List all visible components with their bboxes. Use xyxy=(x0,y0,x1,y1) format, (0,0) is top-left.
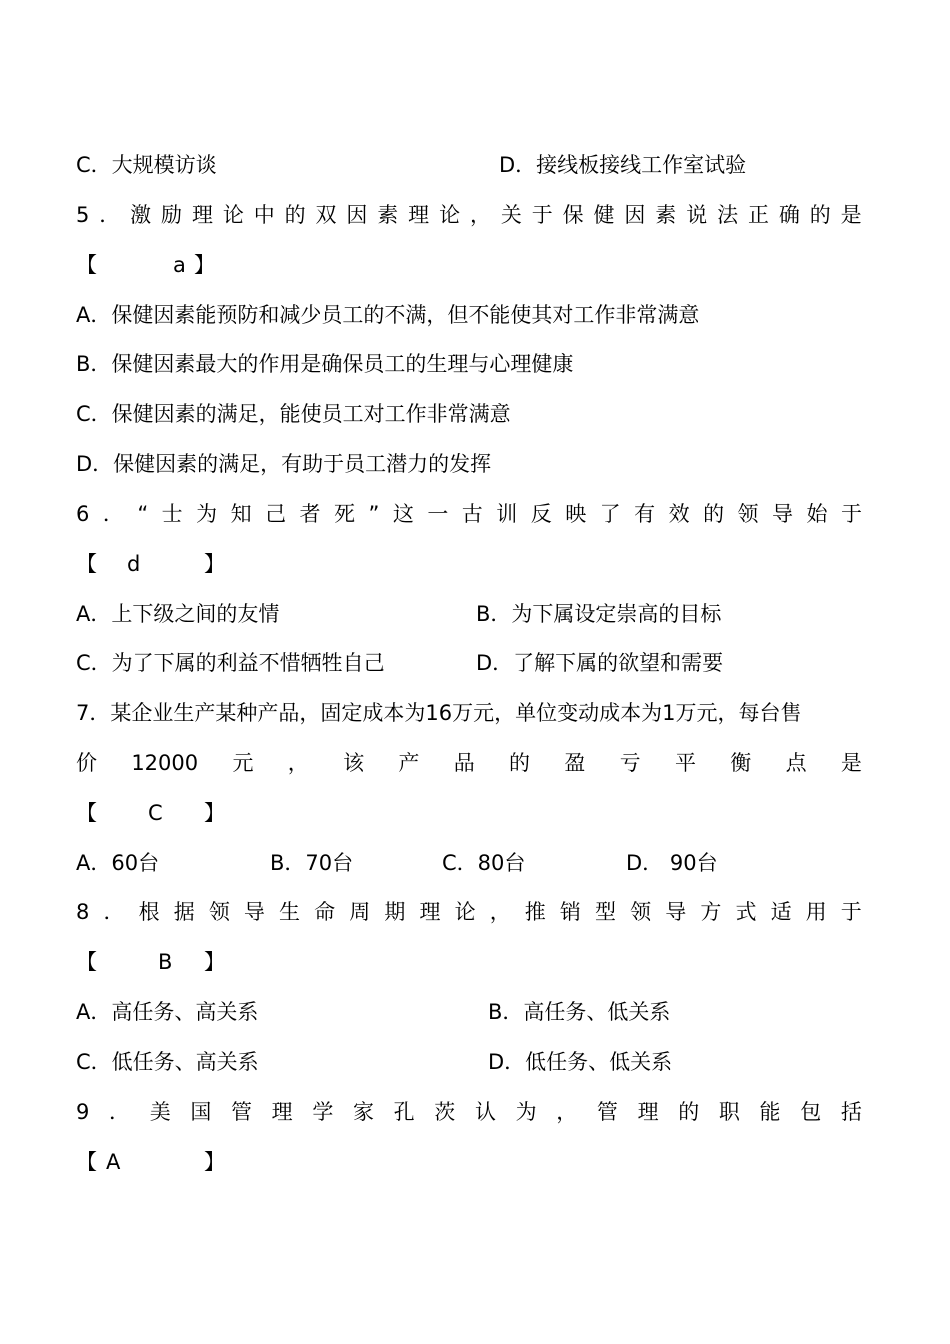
q6-bracket-close: 】 xyxy=(204,552,225,576)
stem-char: 方 xyxy=(700,900,722,924)
q9-answer-bracket xyxy=(76,1147,862,1177)
stem-char: 的 xyxy=(703,502,725,526)
stem-char: 有 xyxy=(634,502,656,526)
stem-token: 12000 xyxy=(131,751,199,775)
stem-char: 于 xyxy=(840,900,862,924)
stem-char: 论 xyxy=(454,900,476,924)
q6-bracket-open: 【 xyxy=(76,552,97,576)
stem-char: 美 xyxy=(149,1100,171,1124)
stem-char: 己 xyxy=(265,502,287,526)
stem-char: 式 xyxy=(735,900,757,924)
stem-char: 了 xyxy=(599,502,621,526)
stem-char: 周 xyxy=(349,900,371,924)
q5-answer: a xyxy=(173,253,186,277)
stem-char: 于 xyxy=(531,203,553,227)
q6-options-row-2 xyxy=(76,648,862,678)
q9-bracket-open: 【 xyxy=(76,1150,97,1174)
stem-char: 职 xyxy=(718,1100,740,1124)
stem-char: 反 xyxy=(530,502,552,526)
stem-token: 该 xyxy=(343,751,365,775)
stem-char: 能 xyxy=(759,1100,781,1124)
stem-char: 孔 xyxy=(393,1100,415,1124)
stem-char: ． xyxy=(102,502,124,526)
stem-char: 认 xyxy=(474,1100,496,1124)
stem-token: 产 xyxy=(398,751,420,775)
stem-char: 家 xyxy=(352,1100,374,1124)
stem-token: 亏 xyxy=(619,751,641,775)
stem-char: ， xyxy=(469,203,491,227)
q4-option-c: C．大规模访谈 xyxy=(76,153,217,177)
q5-option-d: D．保健因素的满足，有助于员工潜力的发挥 xyxy=(76,452,492,476)
q4-options-row xyxy=(76,150,862,180)
stem-char: ． xyxy=(99,203,121,227)
stem-token: 品 xyxy=(453,751,475,775)
stem-char: 士 xyxy=(161,502,183,526)
q8-stem xyxy=(76,897,862,927)
stem-char: ． xyxy=(109,1100,131,1124)
stem-char: 训 xyxy=(496,502,518,526)
stem-char: 古 xyxy=(461,502,483,526)
q5-stem xyxy=(76,200,862,230)
stem-char: 这 xyxy=(392,502,414,526)
stem-token: 衡 xyxy=(730,751,752,775)
stem-char: 一 xyxy=(427,502,449,526)
stem-char: 法 xyxy=(717,203,739,227)
q5-answer-bracket xyxy=(76,250,862,280)
stem-char: 根 xyxy=(138,900,160,924)
stem-char: 导 xyxy=(665,900,687,924)
stem-token: 价 xyxy=(76,751,97,775)
q8-option-a: A．高任务、高关系 xyxy=(76,1000,259,1024)
stem-token: ， xyxy=(287,751,309,775)
stem-char: 是 xyxy=(840,203,862,227)
stem-char: 命 xyxy=(314,900,336,924)
q7-options-row xyxy=(76,848,862,878)
q7-option-c: C．80台 xyxy=(442,851,526,875)
q6-option-a: A．上下级之间的友情 xyxy=(76,602,280,626)
stem-char: 双 xyxy=(315,203,337,227)
stem-char: 论 xyxy=(439,203,461,227)
stem-char: 期 xyxy=(384,900,406,924)
stem-char: 者 xyxy=(299,502,321,526)
q7-bracket-open: 【 xyxy=(76,801,97,825)
stem-char: 映 xyxy=(565,502,587,526)
q7-option-a: A．60台 xyxy=(76,851,160,875)
stem-token: 盈 xyxy=(564,751,586,775)
stem-char: 5 xyxy=(76,203,90,227)
stem-char: 效 xyxy=(668,502,690,526)
stem-char: ． xyxy=(103,900,125,924)
q6-option-d: D．了解下属的欲望和需要 xyxy=(476,651,724,675)
stem-char: 中 xyxy=(253,203,275,227)
stem-char: 论 xyxy=(222,203,244,227)
q5-bracket-close: 】 xyxy=(194,253,215,277)
q8-option-c: C．低任务、高关系 xyxy=(76,1050,259,1074)
stem-char: 包 xyxy=(800,1100,822,1124)
q8-bracket-open: 【 xyxy=(76,950,97,974)
stem-char: 领 xyxy=(737,502,759,526)
stem-char: 的 xyxy=(809,203,831,227)
stem-char: 国 xyxy=(190,1100,212,1124)
stem-char: 为 xyxy=(515,1100,537,1124)
q6-option-b: B．为下属设定崇高的目标 xyxy=(476,602,722,626)
q9-stem xyxy=(76,1097,862,1127)
stem-char: 适 xyxy=(770,900,792,924)
stem-token: 平 xyxy=(674,751,696,775)
q7-answer-bracket xyxy=(76,798,862,828)
q9-bracket-close: 】 xyxy=(204,1150,225,1174)
q7-stem-line-1: 7．某企业生产某种产品，固定成本为16万元，单位变动成本为1万元，每台售 xyxy=(76,701,802,725)
q4-option-d: D．接线板接线工作室试验 xyxy=(499,153,747,177)
q8-option-b: B．高任务、低关系 xyxy=(488,1000,671,1024)
stem-char: 管 xyxy=(596,1100,618,1124)
q5-option-c: C．保健因素的满足，能使员工对工作非常满意 xyxy=(76,402,511,426)
q8-options-row-2 xyxy=(76,1047,862,1077)
stem-char: 领 xyxy=(630,900,652,924)
stem-token: 是 xyxy=(840,751,862,775)
stem-char: 正 xyxy=(747,203,769,227)
stem-char: 理 xyxy=(637,1100,659,1124)
stem-char: 的 xyxy=(678,1100,700,1124)
q8-answer: B xyxy=(158,950,173,974)
stem-char: 茨 xyxy=(434,1100,456,1124)
stem-char: 导 xyxy=(243,900,265,924)
stem-char: 理 xyxy=(419,900,441,924)
stem-char: ， xyxy=(489,900,511,924)
stem-char: 素 xyxy=(377,203,399,227)
stem-char: 死 xyxy=(334,502,356,526)
stem-char: 理 xyxy=(191,203,213,227)
stem-char: 导 xyxy=(772,502,793,526)
q6-answer: d xyxy=(127,552,141,576)
stem-char: 为 xyxy=(196,502,218,526)
stem-char: ， xyxy=(556,1100,578,1124)
stem-char: 学 xyxy=(312,1100,334,1124)
stem-char: 因 xyxy=(624,203,646,227)
stem-char: “ xyxy=(137,502,149,526)
q6-answer-bracket xyxy=(76,549,862,579)
stem-char: 确 xyxy=(778,203,800,227)
stem-char: 说 xyxy=(686,203,708,227)
stem-char: 关 xyxy=(500,203,522,227)
stem-char: 激 xyxy=(130,203,152,227)
stem-char: 励 xyxy=(161,203,183,227)
stem-char: 始 xyxy=(806,502,828,526)
q8-options-row-1 xyxy=(76,997,862,1027)
stem-char: 理 xyxy=(271,1100,293,1124)
stem-char: 9 xyxy=(76,1100,90,1124)
q7-option-b: B．70台 xyxy=(270,851,354,875)
stem-char: 健 xyxy=(593,203,615,227)
q6-option-c: C．为了下属的利益不惜牺牲自己 xyxy=(76,651,385,675)
stem-token: 元 xyxy=(232,751,254,775)
q7-stem-line-2 xyxy=(76,748,862,778)
stem-char: 领 xyxy=(208,900,230,924)
q5-bracket-open: 【 xyxy=(76,253,97,277)
stem-char: 销 xyxy=(559,900,581,924)
stem-char: 因 xyxy=(346,203,368,227)
stem-char: 理 xyxy=(408,203,430,227)
stem-char: 保 xyxy=(562,203,584,227)
stem-char: 推 xyxy=(524,900,546,924)
q7-bracket-close: 】 xyxy=(204,801,225,825)
stem-char: 生 xyxy=(279,900,301,924)
stem-char: 括 xyxy=(840,1100,862,1124)
stem-char: ” xyxy=(368,502,380,526)
stem-char: 据 xyxy=(173,900,195,924)
stem-char: 6 xyxy=(76,502,90,526)
q9-answer: A xyxy=(106,1150,121,1174)
stem-char: 的 xyxy=(284,203,306,227)
stem-char: 于 xyxy=(840,502,862,526)
q5-option-b: B．保健因素最大的作用是确保员工的生理与心理健康 xyxy=(76,352,574,376)
stem-char: 8 xyxy=(76,900,90,924)
q7-option-d: D． 90台 xyxy=(626,851,718,875)
q6-stem xyxy=(76,499,862,529)
stem-token: 点 xyxy=(785,751,807,775)
stem-char: 用 xyxy=(805,900,827,924)
stem-char: 知 xyxy=(230,502,252,526)
q7-answer: C xyxy=(148,801,163,825)
q5-option-a: A．保健因素能预防和减少员工的不满，但不能使其对工作非常满意 xyxy=(76,303,700,327)
stem-char: 管 xyxy=(231,1100,252,1124)
stem-char: 素 xyxy=(655,203,677,227)
q6-options-row-1 xyxy=(76,599,862,629)
q8-bracket-close: 】 xyxy=(204,950,225,974)
stem-token: 的 xyxy=(509,751,530,775)
stem-char: 型 xyxy=(595,900,617,924)
q8-answer-bracket xyxy=(76,947,862,977)
q8-option-d: D．低任务、低关系 xyxy=(488,1050,673,1074)
